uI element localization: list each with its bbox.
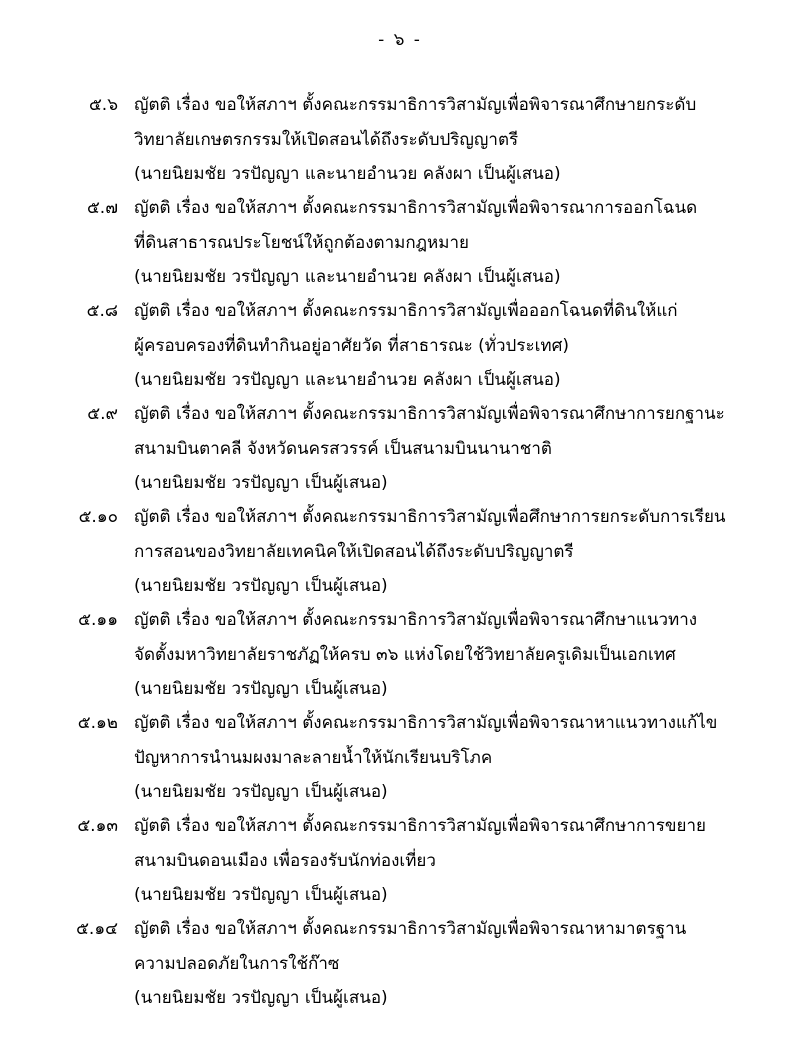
item-proposer: (นายนิยมชัย วรปัญญา เป็นผู้เสนอ)	[134, 576, 388, 596]
item-proposer: (นายนิยมชัย วรปัญญา เป็นผู้เสนอ)	[134, 679, 388, 699]
item-number: ๕.๙	[87, 404, 118, 424]
item-title-continued: สนามบินดอนเมือง เพื่อรองรับนักท่องเที่ยว	[134, 850, 436, 871]
item-title: ญัตติ เรื่อง ขอให้สภาฯ ตั้งคณะกรรมาธิการวิสามัญเพื่อออกโฉนดที่ดินให้แก่	[134, 301, 678, 321]
item-title-continued: ปัญหาการนำนมผงมาละลายน้ำให้นักเรียนบริโภค	[134, 747, 493, 768]
item-proposer: (นายนิยมชัย วรปัญญา และนายอำนวย คลังผา เป็นผู้เสนอ)	[134, 267, 561, 287]
item-body	[134, 912, 774, 1016]
item-title-continued: ที่ดินสาธารณประโยชน์ให้ถูกต้องตามกฎหมาย	[134, 232, 469, 253]
item-proposer: (นายนิยมชัย วรปัญญา เป็นผู้เสนอ)	[134, 782, 388, 802]
item-title-continued: สนามบินตาคลี จังหวัดนครสวรรค์ เป็นสนามบินนานาชาติ	[134, 438, 552, 459]
item-number: ๕.๘	[86, 301, 118, 321]
item-title: ญัตติ เรื่อง ขอให้สภาฯ ตั้งคณะกรรมาธิการวิสามัญเพื่อพิจารณาหามาตรฐาน	[134, 919, 687, 939]
agenda-item-5-7	[0, 191, 800, 294]
item-title-continued: ผู้ครอบครองที่ดินทำกินอยู่อาศัยวัด ที่สาธารณะ (ทั่วประเทศ)	[134, 335, 570, 356]
item-body	[134, 603, 774, 707]
agenda-item-5-9	[0, 397, 800, 500]
item-body	[134, 294, 774, 398]
agenda-item-5-12	[0, 706, 800, 809]
item-title: ญัตติ เรื่อง ขอให้สภาฯ ตั้งคณะกรรมาธิการวิสามัญเพื่อพิจารณาศึกษาการยกฐานะ	[134, 404, 725, 424]
item-number: ๕.๑๔	[76, 919, 118, 939]
item-body	[134, 706, 774, 810]
item-body	[134, 191, 774, 295]
item-proposer: (นายนิยมชัย วรปัญญา และนายอำนวย คลังผา เป็นผู้เสนอ)	[134, 164, 561, 184]
agenda-item-5-8	[0, 294, 800, 397]
agenda-item-5-11	[0, 603, 800, 706]
item-title-continued: การสอนของวิทยาลัยเทคนิคให้เปิดสอนได้ถึงระดับปริญญาตรี	[134, 541, 574, 562]
item-proposer: (นายนิยมชัย วรปัญญา เป็นผู้เสนอ)	[134, 885, 388, 905]
item-title: ญัตติ เรื่อง ขอให้สภาฯ ตั้งคณะกรรมาธิการวิสามัญเพื่อศึกษาการยกระดับการเรียน	[134, 507, 726, 527]
item-body	[134, 88, 774, 192]
agenda-item-5-14	[0, 912, 800, 1015]
item-title: ญัตติ เรื่อง ขอให้สภาฯ ตั้งคณะกรรมาธิการวิสามัญเพื่อพิจารณาการออกโฉนด	[134, 198, 698, 218]
item-number: ๕.๖	[88, 95, 118, 115]
page-number: - ๖ -	[378, 30, 422, 50]
item-title-continued: ความปลอดภัยในการใช้ก๊าซ	[134, 953, 340, 974]
item-number: ๕.๑๐	[78, 507, 118, 527]
item-title-continued: วิทยาลัยเกษตรกรรมให้เปิดสอนได้ถึงระดับปริญญาตรี	[134, 129, 519, 150]
item-number: ๕.๑๓	[77, 816, 118, 836]
item-title-continued: จัดตั้งมหาวิทยาลัยราชภัฏให้ครบ ๓๖ แห่งโดยใช้วิทยาลัยครูเดิมเป็นเอกเทศ	[134, 644, 676, 665]
item-proposer: (นายนิยมชัย วรปัญญา เป็นผู้เสนอ)	[134, 988, 388, 1008]
item-body	[134, 500, 774, 604]
agenda-item-5-6	[0, 88, 800, 191]
item-body	[134, 809, 774, 913]
agenda-item-5-10	[0, 500, 800, 603]
agenda-item-5-13	[0, 809, 800, 912]
item-number: ๕.๑๒	[77, 713, 118, 733]
item-title: ญัตติ เรื่อง ขอให้สภาฯ ตั้งคณะกรรมาธิการวิสามัญเพื่อพิจารณาศึกษาการขยาย	[134, 816, 706, 836]
agenda-list	[0, 88, 800, 1015]
item-number: ๕.๑๑	[78, 610, 118, 630]
item-title: ญัตติ เรื่อง ขอให้สภาฯ ตั้งคณะกรรมาธิการวิสามัญเพื่อพิจารณาศึกษาแนวทาง	[134, 610, 698, 630]
item-body	[134, 397, 774, 501]
item-title: ญัตติ เรื่อง ขอให้สภาฯ ตั้งคณะกรรมาธิการวิสามัญเพื่อพิจารณาศึกษายกระดับ	[134, 95, 697, 115]
item-title: ญัตติ เรื่อง ขอให้สภาฯ ตั้งคณะกรรมาธิการวิสามัญเพื่อพิจารณาหาแนวทางแก้ไข	[134, 713, 718, 733]
item-number: ๕.๗	[86, 198, 118, 218]
item-proposer: (นายนิยมชัย วรปัญญา เป็นผู้เสนอ)	[134, 473, 388, 493]
item-proposer: (นายนิยมชัย วรปัญญา และนายอำนวย คลังผา เป็นผู้เสนอ)	[134, 370, 561, 390]
